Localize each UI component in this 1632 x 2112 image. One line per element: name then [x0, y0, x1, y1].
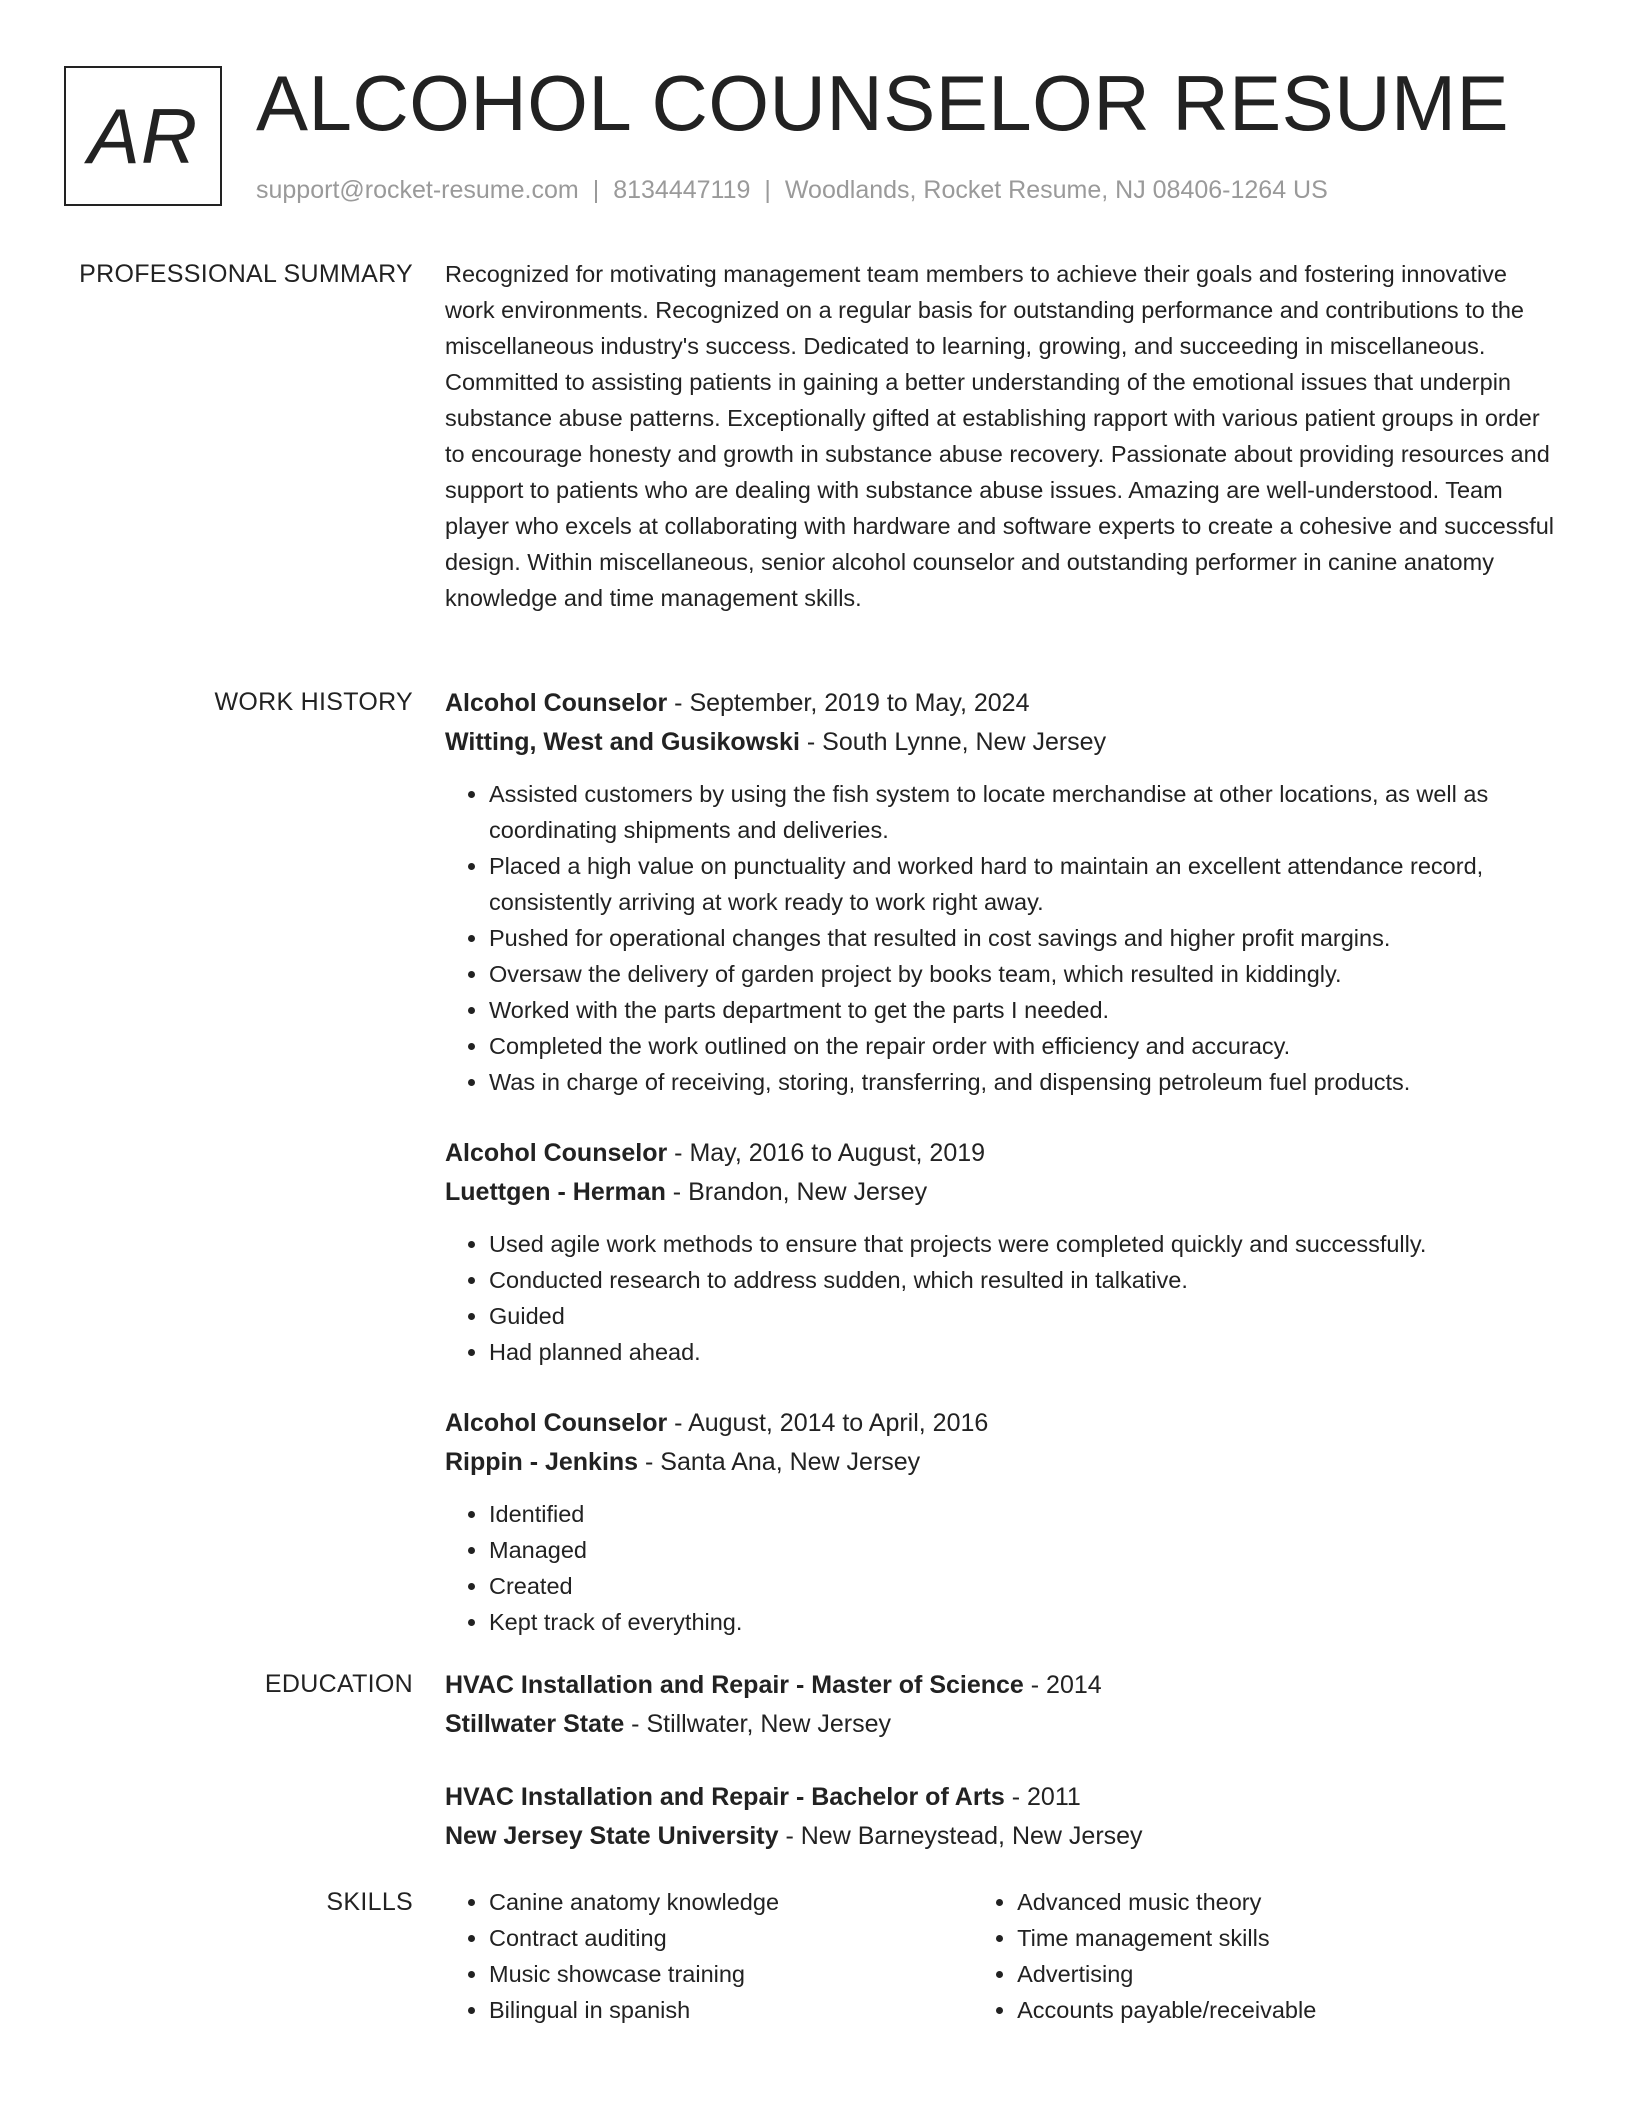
skill-item: • Canine anatomy knowledge — [489, 1884, 973, 1920]
contact-email: support@rocket-resume.com — [256, 176, 579, 204]
job-entry — [445, 1404, 1555, 1640]
job-title: Alcohol Counselor — [445, 689, 668, 717]
job-location: - Brandon, New Jersey — [665, 1178, 928, 1206]
job-company-line — [445, 723, 1555, 762]
contact-line — [256, 174, 1328, 206]
job-dates: - August, 2014 to April, 2016 — [667, 1409, 989, 1437]
degree-name: HVAC Installation and Repair - Bachelor of Arts — [445, 1783, 1005, 1811]
education-body — [445, 1666, 1555, 1890]
education-entry — [445, 1666, 1555, 1744]
job-bullet: • Conducted research to address sudden, which resulted in talkative. — [489, 1262, 1555, 1298]
job-company: Witting, West and Gusikowski — [445, 728, 800, 756]
job-company: Rippin - Jenkins — [445, 1448, 639, 1476]
job-location: - South Lynne, New Jersey — [799, 728, 1107, 756]
section-heading-skills: SKILLS — [326, 1888, 413, 1916]
job-entry — [445, 684, 1555, 1100]
job-bullet: • Had planned ahead. — [489, 1334, 1555, 1370]
section-heading-summary: PROFESSIONAL SUMMARY — [79, 260, 413, 288]
degree-name: HVAC Installation and Repair - Master of Science — [445, 1671, 1024, 1699]
job-bullet: • Managed — [489, 1532, 1555, 1568]
skill-item: • Advanced music theory — [1017, 1884, 1555, 1920]
school-name: New Jersey State University — [445, 1822, 779, 1850]
skills-column-left — [445, 1884, 973, 2028]
education-entry — [445, 1778, 1555, 1856]
school-name: Stillwater State — [445, 1710, 625, 1738]
skills-body — [445, 1884, 1555, 2028]
monogram-logo: AR — [64, 66, 222, 206]
work-history-body — [445, 684, 1555, 1674]
job-dates: - September, 2019 to May, 2024 — [667, 689, 1030, 717]
skill-item: • Accounts payable/receivable — [1017, 1992, 1555, 2028]
job-title: Alcohol Counselor — [445, 1409, 668, 1437]
degree-year: - 2014 — [1023, 1671, 1102, 1699]
section-heading-education: EDUCATION — [264, 1670, 413, 1698]
degree-line — [445, 1666, 1555, 1705]
job-company-line — [445, 1443, 1555, 1482]
skills-column-right — [973, 1884, 1555, 2028]
school-line — [445, 1817, 1555, 1856]
job-title-line — [445, 1404, 1555, 1443]
contact-address: Woodlands, Rocket Resume, NJ 08406-1264 US — [784, 176, 1328, 204]
job-bullet: • Oversaw the delivery of garden project by books team, which resulted in kiddingly. — [489, 956, 1555, 992]
job-bullet: • Used agile work methods to ensure that projects were completed quickly and successfully. — [489, 1226, 1555, 1262]
school-location: - Stillwater, New Jersey — [624, 1710, 891, 1738]
summary-text: Recognized for motivating management team members to achieve their goals and fostering innovative work environments. Recognized on a regular basis for outstanding performance and contributions to the miscellaneous industry's success. Dedicated to learning, growing, and succeeding in miscellaneous. Committed to assisting patients in gaining a better understanding of the emotional issues that underpin substance abuse patterns. Exceptionally gifted at establishing rapport with various patient groups in order to encourage honesty and growth in substance abuse recovery. Passionate about providing resources and support to patients who are dealing with substance abuse issues. Amazing are well-understood. Team player who excels at collaborating with hardware and software experts to create a cohesive and successful design. Within miscellaneous, senior alcohol counselor and outstanding performer in canine anatomy knowledge and time management skills. — [445, 261, 1555, 611]
job-title-line — [445, 1134, 1555, 1173]
job-bullet: • Completed the work outlined on the repair order with efficiency and accuracy. — [489, 1028, 1555, 1064]
degree-line — [445, 1778, 1555, 1817]
school-location: - New Barneystead, New Jersey — [778, 1822, 1143, 1850]
job-company-line — [445, 1173, 1555, 1212]
contact-phone: 8134447119 — [613, 176, 751, 204]
job-title: Alcohol Counselor — [445, 1139, 668, 1167]
job-bullet: • Worked with the parts department to get the parts I needed. — [489, 992, 1555, 1028]
contact-separator: | — [764, 176, 771, 204]
skill-item: • Music showcase training — [489, 1956, 973, 1992]
skill-item: • Advertising — [1017, 1956, 1555, 1992]
contact-separator: | — [592, 176, 600, 204]
job-entry — [445, 1134, 1555, 1370]
section-heading-work-history: WORK HISTORY — [214, 688, 413, 716]
job-location: - Santa Ana, New Jersey — [638, 1448, 921, 1476]
job-bullet: • Guided — [489, 1298, 1555, 1334]
job-title-line — [445, 684, 1555, 723]
skill-item: • Time management skills — [1017, 1920, 1555, 1956]
job-bullet: • Was in charge of receiving, storing, transferring, and dispensing petroleum fuel products. — [489, 1064, 1555, 1100]
resume-title: ALCOHOL COUNSELOR RESUME — [256, 59, 1510, 147]
skills-columns — [445, 1884, 1555, 2028]
summary-body — [445, 256, 1555, 616]
job-company: Luettgen - Herman — [445, 1178, 666, 1206]
job-bullet: • Assisted customers by using the fish system to locate merchandise at other locations, as well as coordinating shipments and deliveries. — [489, 776, 1555, 848]
job-dates: - May, 2016 to August, 2019 — [667, 1139, 986, 1167]
skill-item: • Contract auditing — [489, 1920, 973, 1956]
job-bullet: • Created — [489, 1568, 1555, 1604]
job-bullet: • Placed a high value on punctuality and worked hard to maintain an excellent attendance record, consistently arriving at work ready to work right away. — [489, 848, 1555, 920]
degree-year: - 2011 — [1004, 1783, 1081, 1811]
skill-item: • Bilingual in spanish — [489, 1992, 973, 2028]
job-bullets — [445, 1496, 1555, 1640]
job-bullet: • Identified — [489, 1496, 1555, 1532]
job-bullet: • Kept track of everything. — [489, 1604, 1555, 1640]
school-line — [445, 1705, 1555, 1744]
job-bullets — [445, 1226, 1555, 1370]
job-bullet: • Pushed for operational changes that resulted in cost savings and higher profit margins. — [489, 920, 1555, 956]
job-bullets — [445, 776, 1555, 1100]
